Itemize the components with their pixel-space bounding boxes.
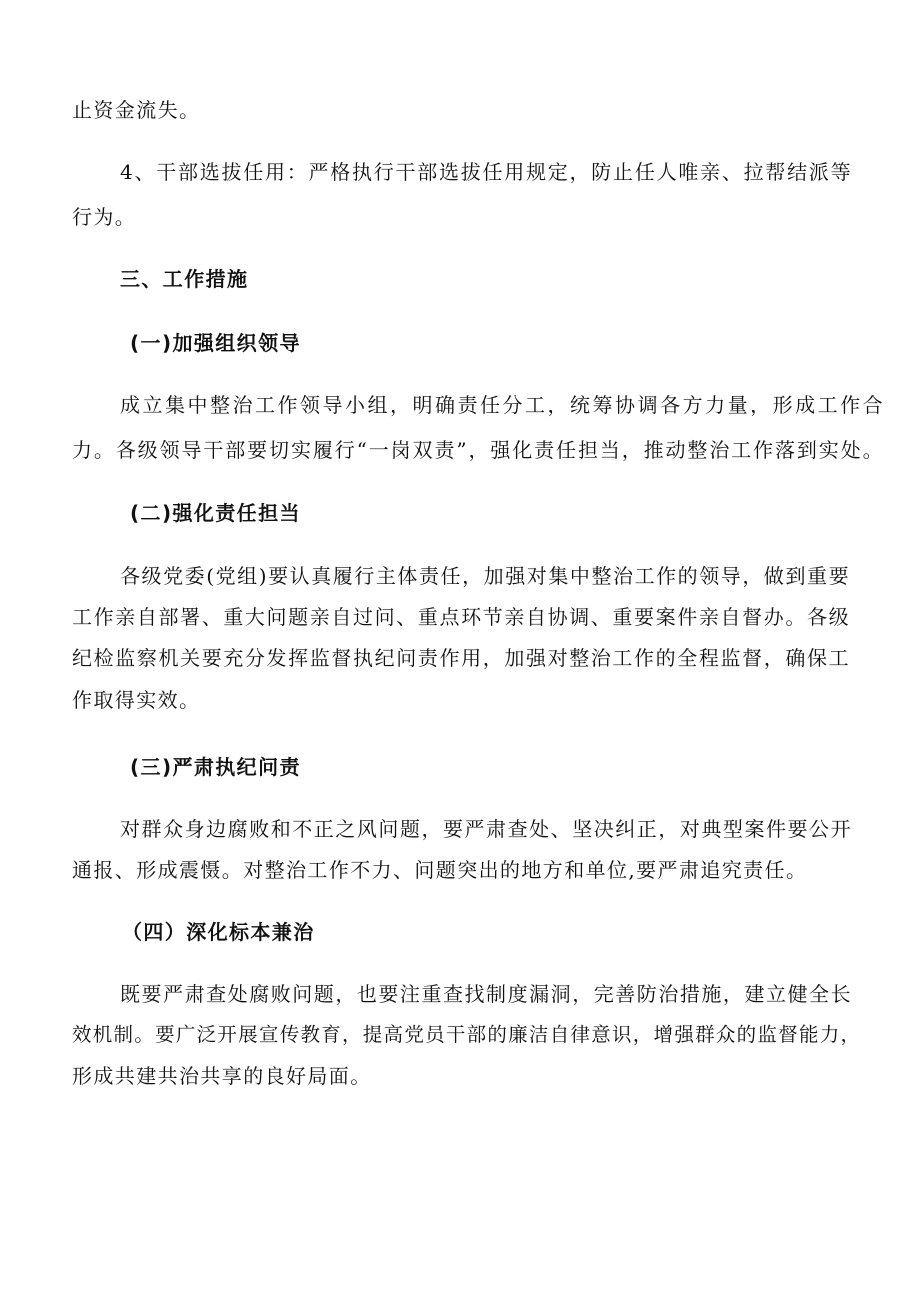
paragraph-leadership-line-1: 成立集中整治工作领导小组，明确责任分工，统筹协调各方力量，形成工作合: [120, 393, 884, 417]
paragraph-root-branch-line-1: 既要严肃查处腐败问题，也要注重查找制度漏洞，完善防治措施，建立健全长: [120, 982, 852, 1006]
subheading-strengthen-leadership: (一)加强组织领导: [130, 331, 301, 355]
paragraph-responsibility-line-1: 各级党委(党组)要认真履行主体责任，加强对集中整治工作的领导，做到重要: [120, 564, 850, 588]
paragraph-leadership-line-2: 力。各级领导干部要切实履行“一岗双责”，强化责任担当，推动整治工作落到实处。: [72, 438, 884, 462]
paragraph-accountability-line-2: 通报、形成震慑。对整治工作不力、问题突出的地方和单位,要严肃追究责任。: [72, 858, 808, 882]
paragraph-root-branch-line-2: 效机制。要广泛开展宣传教育，提高党员干部的廉洁自律意识，增强群众的监督能力，: [72, 1023, 860, 1046]
paragraph-accountability-line-1: 对群众身边腐败和不正之风问题，要严肃查处、坚决纠正，对典型案件要公开: [120, 817, 852, 841]
subheading-strengthen-responsibility: (二)强化责任担当: [130, 501, 301, 525]
paragraph-responsibility-line-3: 纪检监察机关要充分发挥监督执纪问责作用，加强对整治工作的全程监督，确保工: [72, 646, 850, 670]
paragraph-item-4-line-2: 行为。: [72, 205, 137, 229]
paragraph-responsibility-line-2: 工作亲自部署、重大问题亲自过问、重点环节亲自协调、重要案件亲自督办。各级: [72, 605, 850, 629]
paragraph-responsibility-line-4: 作取得实效。: [72, 688, 201, 712]
section-heading-work-measures: 三、工作措施: [120, 267, 249, 291]
paragraph-continuation: 止资金流失。: [72, 98, 201, 122]
paragraph-root-branch-line-3: 形成共建共治共享的良好局面。: [72, 1064, 372, 1088]
subheading-root-and-branch: （四）深化标本兼治: [122, 920, 315, 944]
subheading-strict-accountability: (三)严肃执纪问责: [130, 755, 301, 779]
paragraph-item-4-line-1: 4、干部选拔任用：严格执行干部选拔任用规定，防止任人唯亲、拉帮结派等: [120, 160, 852, 184]
